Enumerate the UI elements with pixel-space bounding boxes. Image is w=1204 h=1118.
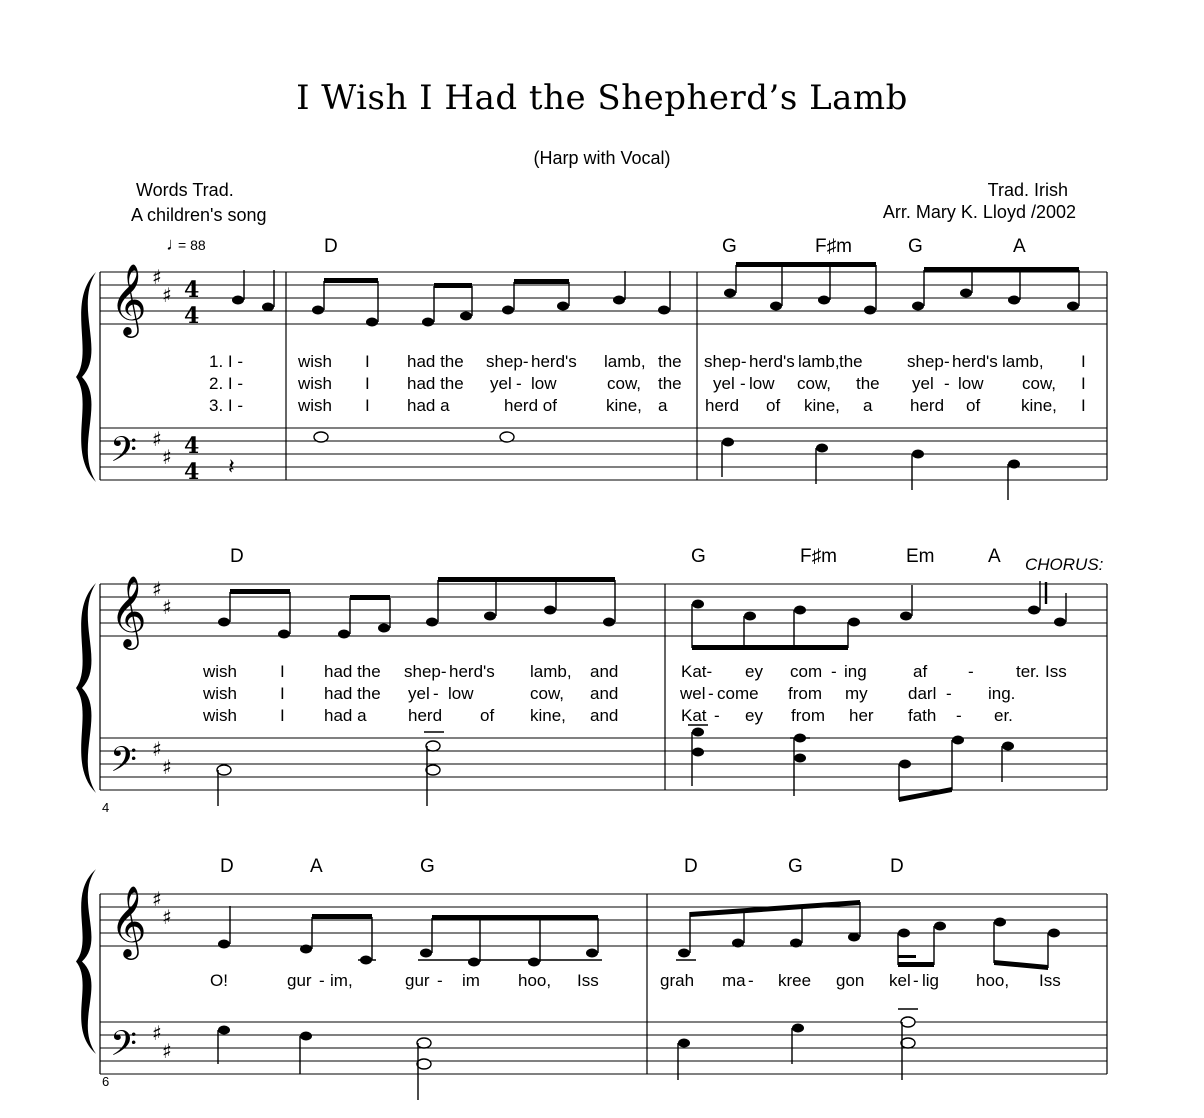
system-2: [76, 574, 1107, 806]
lyric-syllable: Iss: [1045, 662, 1067, 681]
grand-staff-brace: [76, 272, 96, 482]
lyric-syllable: wish: [203, 706, 238, 725]
lyric-syllable: had the: [324, 684, 381, 703]
lyric-syllable: and: [590, 706, 619, 725]
lyric-syllable: from: [788, 684, 822, 703]
lyric-syllable: im: [462, 971, 480, 990]
music-credit: Trad. Irish: [987, 180, 1068, 200]
bass-notes: [218, 1009, 918, 1100]
lyric-syllable: grah: [660, 971, 695, 990]
lyric-syllable: Iss: [1039, 971, 1061, 990]
lyric-syllable: ing.: [988, 684, 1016, 703]
lyric-syllable: cow,: [797, 374, 832, 393]
grand-staff-brace: [76, 869, 96, 1054]
staff-lines: [100, 272, 1107, 480]
lyric-syllable: ey: [745, 662, 763, 681]
lyric-syllable: my: [845, 684, 868, 703]
lyric-syllable: -: [708, 684, 714, 703]
lyric-syllable: wish: [203, 662, 238, 681]
lyric-syllable: yel: [713, 374, 735, 393]
lyric-syllable: -: [956, 706, 962, 725]
lyric-syllable: I: [280, 662, 285, 681]
lyric-syllable: lamb,: [798, 352, 840, 371]
lyric-syllable: wel: [680, 684, 706, 703]
lyric-syllable: and: [590, 662, 619, 681]
staff-lines: [100, 894, 1107, 1074]
lyric-syllable: kel: [889, 971, 911, 990]
lyric-syllable: I: [365, 374, 370, 393]
lyric-syllable: lamb,: [1002, 352, 1044, 371]
lyric-syllable: gur: [287, 971, 312, 990]
svg-text:♯: ♯: [152, 737, 162, 761]
svg-text:4: 4: [184, 303, 200, 329]
barlines: [100, 272, 1107, 480]
lyric-syllable: had a: [407, 396, 450, 415]
lyric-syllable: I: [365, 396, 370, 415]
lyric-syllable: gon: [836, 971, 865, 990]
chord-symbol: G: [722, 236, 737, 257]
bass-clef-icon: 𝄢: [110, 429, 138, 478]
lyric-syllable: and: [590, 684, 619, 703]
chord-symbol: D: [220, 856, 234, 877]
svg-text:♯: ♯: [162, 905, 172, 929]
lyric-syllable: kine,: [1021, 396, 1057, 415]
lyric-syllable: low: [448, 684, 474, 703]
lyric-syllable: shep-: [704, 352, 747, 371]
words-credit: Words Trad.: [136, 180, 234, 200]
lyric-syllable: yel: [490, 374, 512, 393]
lyric-syllable: I: [1081, 374, 1086, 393]
svg-text:4: 4: [184, 433, 200, 459]
measure-number: 6: [102, 1074, 110, 1089]
bass-clef-icon: 𝄢: [110, 1023, 138, 1072]
lyric-syllable: low: [531, 374, 557, 393]
bass-notes: [217, 725, 1014, 806]
lyric-syllable: herd: [408, 706, 443, 725]
arranger-credit: Arr. Mary K. Lloyd /2002: [882, 202, 1076, 222]
lyric-syllable: I: [280, 684, 285, 703]
lyric-syllable: lig: [922, 971, 940, 990]
treble-notes: [218, 900, 1060, 970]
lyric-syllable: -: [831, 662, 837, 681]
lyric-syllable: herd's: [952, 352, 998, 371]
staff-lines: [100, 584, 1107, 790]
svg-text:♯: ♯: [152, 1021, 162, 1045]
lyric-syllable: from: [791, 706, 825, 725]
lyric-syllable: 3. I -: [209, 396, 244, 415]
lyric-syllable: her: [849, 706, 874, 725]
chord-symbol: D: [230, 546, 244, 567]
chord-symbol: G: [420, 856, 435, 877]
lyric-syllable: Kat-: [681, 662, 713, 681]
svg-text:♯: ♯: [152, 427, 162, 451]
bass-clef-icon: 𝄢: [110, 739, 138, 788]
lyric-syllable: O!: [210, 971, 228, 990]
lyric-syllable: wish: [298, 396, 333, 415]
system-1: [76, 262, 1107, 500]
svg-text:♯: ♯: [162, 1039, 172, 1063]
lyric-syllable: fath: [908, 706, 937, 725]
lyric-syllable: -: [437, 971, 443, 990]
chord-symbol: D: [684, 856, 698, 877]
lyric-syllable: I: [1081, 352, 1086, 371]
lyric-syllable: I: [1081, 396, 1086, 415]
svg-text:♯: ♯: [152, 887, 162, 911]
treble-clef-icon: 𝄞: [110, 884, 147, 957]
song-title: I Wish I Had the Shepherd’s Lamb: [296, 78, 908, 118]
svg-text:𝄽: 𝄽: [228, 455, 235, 480]
measure-number: 4: [102, 800, 110, 815]
lyric-syllable: cow,: [530, 684, 565, 703]
lyric-syllable: the: [658, 374, 682, 393]
tempo-marking: = 88: [178, 237, 206, 253]
lyric-syllable: shep: [907, 352, 944, 371]
key-signature: [152, 887, 172, 1063]
lyric-syllable: -: [740, 374, 746, 393]
lyric-syllable: ey: [745, 706, 763, 725]
lyric-syllable: herd: [910, 396, 945, 415]
lyric-syllable: im,: [330, 971, 353, 990]
bass-notes: [228, 432, 1020, 500]
svg-text:♯: ♯: [152, 265, 162, 289]
tempo-note-icon: ♩: [166, 234, 184, 254]
lyric-syllable: of: [966, 396, 981, 415]
lyric-syllable: had a: [324, 706, 367, 725]
lyric-syllable: of: [480, 706, 495, 725]
key-signature: [152, 265, 172, 469]
svg-text:♯: ♯: [162, 445, 172, 469]
chord-symbol: A: [988, 546, 1001, 567]
song-subtitle: (Harp with Vocal): [533, 148, 671, 168]
lyric-syllable: hoo,: [976, 971, 1010, 990]
svg-text:♯: ♯: [162, 755, 172, 779]
lyric-syllable: kree: [778, 971, 812, 990]
lyric-syllable: herd: [705, 396, 740, 415]
lyric-syllable: cow,: [607, 374, 642, 393]
lyric-syllable: -: [913, 971, 919, 990]
svg-text:♯: ♯: [152, 577, 162, 601]
lyric-syllable: had the: [407, 374, 464, 393]
lyric-syllable: the: [658, 352, 682, 371]
chorus-label: CHORUS:: [1025, 555, 1104, 574]
lyric-syllable: cow,: [1022, 374, 1057, 393]
lyric-syllable: wish: [298, 352, 333, 371]
lyric-syllable: yel: [912, 374, 934, 393]
lyric-syllable: the: [856, 374, 880, 393]
time-signature: [184, 277, 199, 485]
svg-text:4: 4: [184, 277, 200, 303]
lyric-syllable: wish: [298, 374, 333, 393]
lyric-syllable: kine,: [606, 396, 642, 415]
system-3: [76, 869, 1107, 1100]
lyric-syllable: -: [944, 352, 950, 371]
lyric-syllable: ing: [844, 662, 867, 681]
lyric-syllable: com: [790, 662, 823, 681]
lyric-syllable: herd's: [749, 352, 795, 371]
lyric-syllable: -: [968, 662, 974, 681]
lyric-syllable: had the: [407, 352, 464, 371]
lyric-syllable: 1. I -: [209, 352, 244, 371]
lyric-syllable: lamb,: [530, 662, 572, 681]
svg-text:♯: ♯: [162, 283, 172, 307]
lyric-syllable: -: [714, 706, 720, 725]
lyric-syllable: herd's: [531, 352, 577, 371]
lyric-syllable: a: [658, 396, 668, 415]
lyric-syllable: -: [748, 971, 754, 990]
lyric-syllable: had the: [324, 662, 381, 681]
lyric-syllable: -: [516, 374, 522, 393]
lyric-syllable: Iss: [577, 971, 599, 990]
chord-symbol: G: [788, 856, 803, 877]
lyric-syllable: come: [717, 684, 759, 703]
svg-text:4: 4: [184, 459, 200, 485]
lyric-syllable: a: [863, 396, 873, 415]
chord-symbol: F♯m: [815, 236, 852, 257]
chord-symbol: Em: [906, 546, 935, 567]
lyric-syllable: kine,: [530, 706, 566, 725]
lyric-syllable: ter.: [1016, 662, 1040, 681]
lyric-syllable: low: [958, 374, 984, 393]
song-note: A children's song: [131, 205, 267, 225]
barlines: [100, 584, 1107, 790]
chord-symbol: A: [310, 856, 323, 877]
lyric-syllable: kine,: [804, 396, 840, 415]
grand-staff-brace: [76, 583, 96, 793]
lyric-syllable: I: [280, 706, 285, 725]
treble-notes: [218, 577, 1066, 650]
lyric-syllable: -: [944, 374, 950, 393]
lyric-syllable: shep-: [404, 662, 447, 681]
lyric-syllable: 2. I -: [209, 374, 244, 393]
lyric-syllable: darl: [908, 684, 937, 703]
lyric-syllable: lamb,: [604, 352, 646, 371]
key-signature: [152, 577, 172, 779]
chord-symbol: D: [890, 856, 904, 877]
lyric-syllable: shep-: [486, 352, 529, 371]
treble-clef-icon: 𝄞: [110, 574, 147, 647]
lyric-syllable: of: [766, 396, 781, 415]
chord-symbol: D: [324, 236, 338, 257]
lyric-syllable: herd of: [504, 396, 557, 415]
lyric-syllable: low: [749, 374, 775, 393]
chord-symbol: F♯m: [800, 546, 837, 567]
chord-symbol: A: [1013, 236, 1026, 257]
svg-text:♯: ♯: [162, 595, 172, 619]
lyric-syllable: ma: [722, 971, 746, 990]
lyric-syllable: -: [319, 971, 325, 990]
chord-symbol: G: [908, 236, 923, 257]
lyric-syllable: herd's: [449, 662, 495, 681]
lyric-syllable: yel: [408, 684, 430, 703]
lyric-syllable: wish: [203, 684, 238, 703]
lyric-syllable: -: [946, 684, 952, 703]
lyric-syllable: Kat: [681, 706, 707, 725]
lyric-syllable: -: [433, 684, 439, 703]
lyric-syllable: I: [365, 352, 370, 371]
lyric-syllable: er.: [994, 706, 1013, 725]
lyric-syllable: gur: [405, 971, 430, 990]
chord-symbol: G: [691, 546, 706, 567]
treble-clef-icon: 𝄞: [110, 262, 147, 335]
lyric-syllable: af: [913, 662, 928, 681]
barlines: [100, 894, 1107, 1074]
lyric-syllable: the: [839, 352, 863, 371]
lyric-syllable: hoo,: [518, 971, 552, 990]
